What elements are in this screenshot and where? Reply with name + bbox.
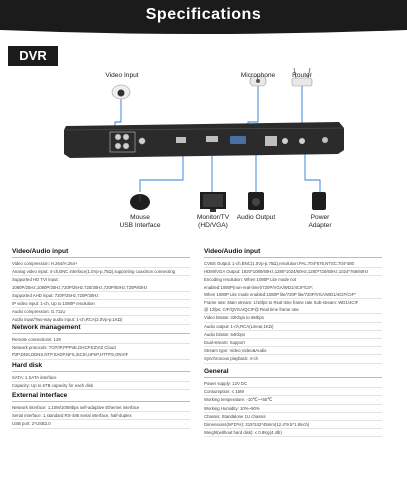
spec-line: Synchronous playback: 4-ch	[204, 355, 382, 363]
spec-line: Serial interface: 1,standard RS-485 serial interface, half-duplex	[12, 412, 190, 420]
label-mouse: Mouse USB Interface	[119, 214, 161, 229]
spec-line: SATA: 1 SATA interface	[12, 374, 190, 382]
spec-line: Power supply: 12V DC	[204, 380, 382, 388]
spec-line: Working Humidity: 10%~90%	[204, 405, 382, 413]
spec-line: Audio compression: G.711U	[12, 308, 190, 316]
connection-diagram	[0, 62, 407, 242]
spec-line: Audio bitrate: 64Kbps	[204, 331, 382, 339]
spec-line: Working temperature: -10℃~+55℃	[204, 396, 382, 404]
spec-line: Encoding resolution: When 1080P Lite mode not enabled:1080P(non-real-time)/720P/VGA/WD1/4CIF/CIF; When 1080P Lite mode enabled:1080P lite/720P lite/720P/VGA/WD1/4CIF/CIF*	[204, 276, 382, 299]
section-general	[204, 368, 382, 437]
spec-line: Dimensions(W*D*H): 315*242*45mm(12.4*9.5*1.8inch)	[204, 421, 382, 429]
section-title: Video/Audio input	[12, 248, 190, 258]
spec-line: Frame rate: Main stream: 1/16fps to Real time frame rate Sub-stream: WD1/4CIF @ 12fps; CIF/QVGA/QCIF@ Real time frame rate	[204, 299, 382, 314]
spec-line: IP video input: 1-ch, Up to 1080P resolution	[12, 300, 190, 308]
spec-line: Supported HD TVI input: 1080P/25Hz,1080P/30Hz,720P/25Hz,720/30Hz,720P/50Hz,720P/60Hz	[12, 276, 190, 291]
spec-line: Video bitrate: 32Kbps to 6Mbps	[204, 314, 382, 322]
dome-camera-icon	[112, 85, 130, 99]
power-adapter-icon	[312, 192, 326, 210]
section-title: Network management	[12, 324, 190, 334]
spec-line: USB port: 2*USB2.0	[12, 420, 190, 428]
section-title: Video/Audio input	[204, 248, 382, 258]
spec-line: Consumption: ≤ 15W	[204, 388, 382, 396]
banner-wave-decoration	[0, 26, 407, 38]
spec-line: Weight(without hard disk): ≤ 0.8Kg(4.4lb)	[204, 429, 382, 437]
spec-line: Analog video input: 4-ch,BNC interface(1.0Vp-p,75Ω),supporting coaxitron connecting	[12, 268, 190, 276]
label-router: Router	[292, 72, 312, 79]
section-title: General	[204, 368, 382, 378]
mouse-line	[140, 154, 183, 192]
label-microphone: Microphone	[240, 72, 276, 79]
label-power-adapter: Power Adapter	[308, 214, 332, 229]
section-hard-disk	[12, 362, 190, 390]
spec-line: Audio input/Two-way audio input: 1-ch,RCA(2.0Vp-p,1KΩ)	[12, 316, 190, 324]
dvr-back-panel	[64, 122, 344, 158]
spec-line: Capacity: Up to 6TB capacity for each disk	[12, 382, 190, 390]
section-title: External interface	[12, 392, 190, 402]
section-network-management	[12, 324, 190, 360]
label-audio-output: Audio Output	[236, 214, 276, 221]
section-video-audio-output	[204, 248, 382, 364]
spec-line: Remote connections: 128	[12, 336, 190, 344]
section-video-audio-input	[12, 248, 190, 325]
label-video-input: Video Input	[105, 72, 139, 79]
speaker-icon	[248, 192, 264, 210]
spec-line: Network interface: 1,10M/100Mbps self-adaptive Ethernet interface	[12, 404, 190, 412]
spec-line: Video compression: H.264/H.264+	[12, 260, 190, 268]
section-title: Hard disk	[12, 362, 190, 372]
section-external-interface	[12, 392, 190, 429]
spec-line: Chassis: Standalone 1U chassis	[204, 413, 382, 421]
spec-line: CVBS Output: 1-ch,BNC(1.0Vp-p,75Ω),resolution:PAL:704*576,NTSC:704*480	[204, 260, 382, 268]
spec-line: Dual-stream: Support	[204, 339, 382, 347]
label-monitor: Monitor/TV (HD/VGA)	[196, 214, 230, 229]
mouse-icon	[130, 194, 150, 210]
spec-line: Network protocols: TCP/IP,PPPoE,DHCP,EZVIZ Cloud P2P,DNS,DDNS,NTP,SADP,NFS,iSCSI,UPnP,HTTPS,ONVIF	[12, 344, 190, 359]
product-tag: DVR	[8, 46, 58, 66]
spec-line: Supported AHD input: 720P/25Hz,720P/30Hz	[12, 292, 190, 300]
power-line	[305, 154, 320, 192]
monitor-icon	[200, 192, 226, 212]
spec-line: HDMI/VGA Output: 1920*1080/60Hz,1280*1024/60Hz,1280*720/60Hz,1024*768/60Hz	[204, 268, 382, 276]
page-title: Specifications	[145, 6, 262, 23]
spec-line: Stream type: Video,Video&Audio	[204, 347, 382, 355]
spec-line: Audio output: 1-ch,RCA(Linear,1KΩ)	[204, 323, 382, 331]
